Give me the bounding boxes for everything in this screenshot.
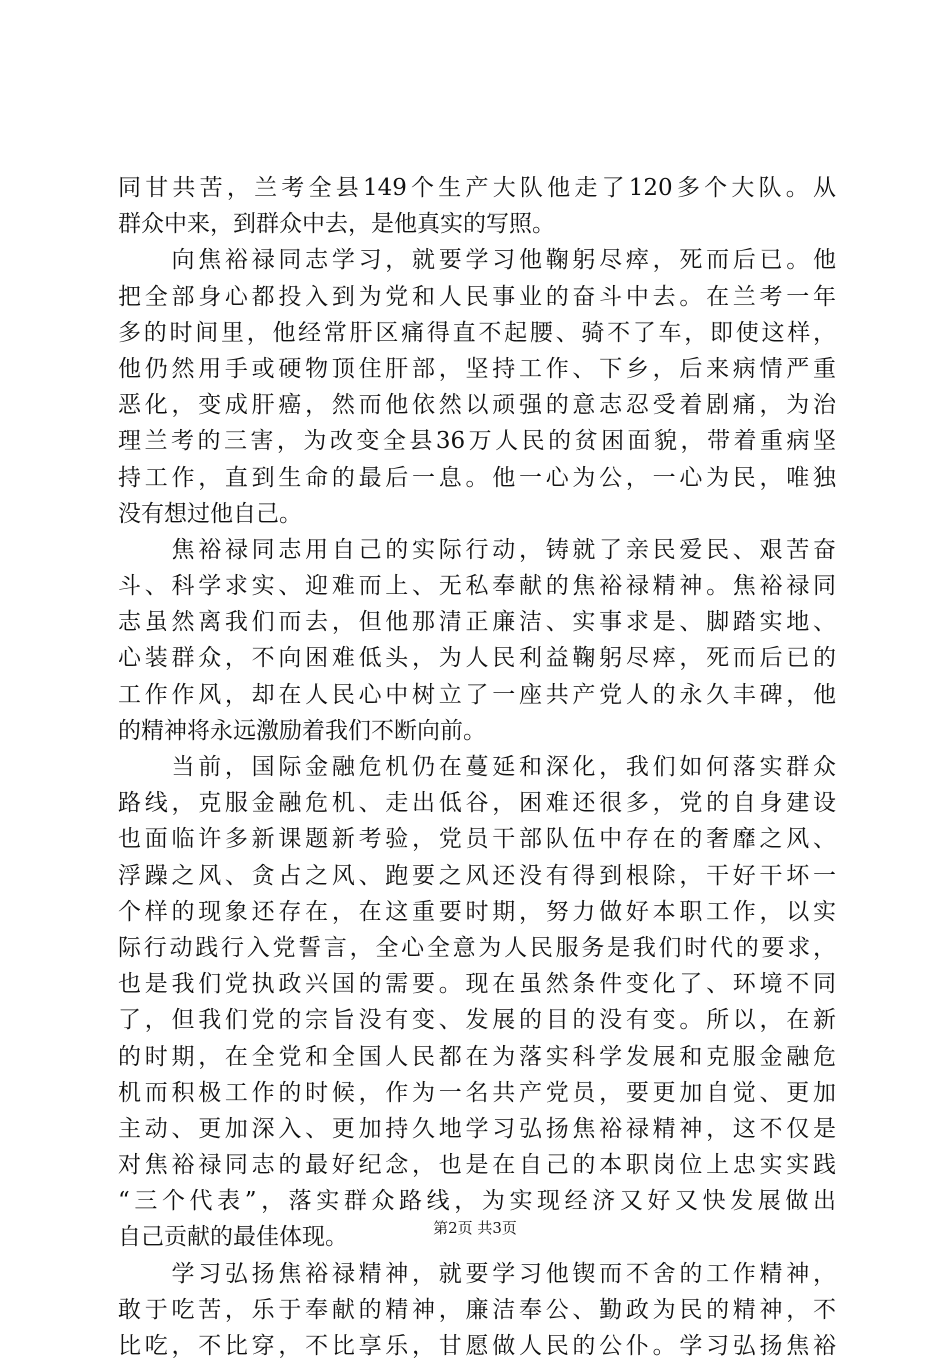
- text-line: 学习弘扬焦裕禄精神，就要学习他锲而不舍的工作精神，: [118, 1260, 836, 1287]
- text-line: 的时期，在全党和全国人民都在为落实科学发展和克服金融危: [118, 1043, 836, 1070]
- text-line: 斗、科学求实、迎难而上、无私奉献的焦裕禄精神。焦裕禄同: [118, 573, 836, 600]
- text-line: 同甘共苦，兰考全县149个生产大队他走了120多个大队。从: [118, 175, 836, 201]
- text-line: 机而积极工作的时候，作为一名共产党员，要更加自觉、更加: [118, 1079, 836, 1106]
- text-line: 心装群众，不向困难低头，为人民利益鞠躬尽瘁，死而后已的: [118, 645, 836, 672]
- text-line: 多的时间里，他经常肝区痛得直不起腰、骑不了车，即使这样，: [118, 319, 836, 346]
- body-text: [118, 170, 836, 1364]
- text-line: 工作作风，却在人民心中树立了一座共产党人的永久丰碑，他: [118, 681, 836, 708]
- text-line: 他仍然用手或硬物顶住肝部，坚持工作、下乡，后来病情严重: [118, 355, 836, 382]
- text-line: 对焦裕禄同志的最好纪念，也是在自己的本职岗位上忠实实践: [118, 1152, 836, 1179]
- page-footer: 第2页 共3页: [433, 1219, 517, 1237]
- text-line: 持工作，直到生命的最后一息。他一心为公，一心为民，唯独: [118, 464, 836, 491]
- text-line: 焦裕禄同志用自己的实际行动，铸就了亲民爱民、艰苦奋: [118, 536, 836, 563]
- text-line: 的精神将永远激励着我们不断向前。: [118, 717, 486, 744]
- text-line: 自己贡献的最佳体现。: [118, 1224, 348, 1251]
- text-line: 志虽然离我们而去，但他那清正廉洁、实事求是、脚踏实地、: [118, 609, 836, 636]
- text-line: 恶化，变成肝癌，然而他依然以顽强的意志忍受着剧痛，为治: [118, 392, 836, 419]
- text-line: 群众中来，到群众中去，是他真实的写照。: [118, 211, 555, 238]
- text-line: 个样的现象还存在，在这重要时期，努力做好本职工作，以实: [118, 898, 836, 925]
- text-line: 敢于吃苦，乐于奉献的精神，廉洁奉公、勤政为民的精神，不: [118, 1296, 836, 1323]
- text-line: 向焦裕禄同志学习，就要学习他鞠躬尽瘁，死而后已。他: [118, 247, 836, 274]
- text-line: 主动、更加深入、更加持久地学习弘扬焦裕禄精神，这不仅是: [118, 1115, 836, 1142]
- text-line: 了，但我们党的宗旨没有变、发展的目的没有变。所以，在新: [118, 1007, 836, 1034]
- text-line: 际行动践行入党誓言，全心全意为人民服务是我们时代的要求，: [118, 934, 836, 961]
- text-line: 也面临许多新课题新考验，党员干部队伍中存在的奢靡之风、: [118, 826, 836, 853]
- text-line: 也是我们党执政兴国的需要。现在虽然条件变化了、环境不同: [118, 971, 836, 998]
- text-line: 把全部身心都投入到为党和人民事业的奋斗中去。在兰考一年: [118, 283, 836, 310]
- text-line: 浮躁之风、贪占之风、跑要之风还没有得到根除，干好干坏一: [118, 862, 836, 889]
- text-line: 比吃，不比穿，不比享乐，甘愿做人民的公仆。学习弘扬焦裕: [118, 1333, 836, 1359]
- text-line: 没有想过他自己。: [118, 500, 302, 527]
- text-line: 当前，国际金融危机仍在蔓延和深化，我们如何落实群众: [118, 754, 836, 780]
- text-line: “三个代表”，落实群众路线，为实现经济又好又快发展做出: [118, 1188, 836, 1215]
- text-line: 理兰考的三害，为改变全县36万人民的贫困面貌，带着重病坚: [118, 428, 836, 455]
- text-line: 路线，克服金融危机、走出低谷，困难还很多，党的自身建设: [118, 790, 836, 817]
